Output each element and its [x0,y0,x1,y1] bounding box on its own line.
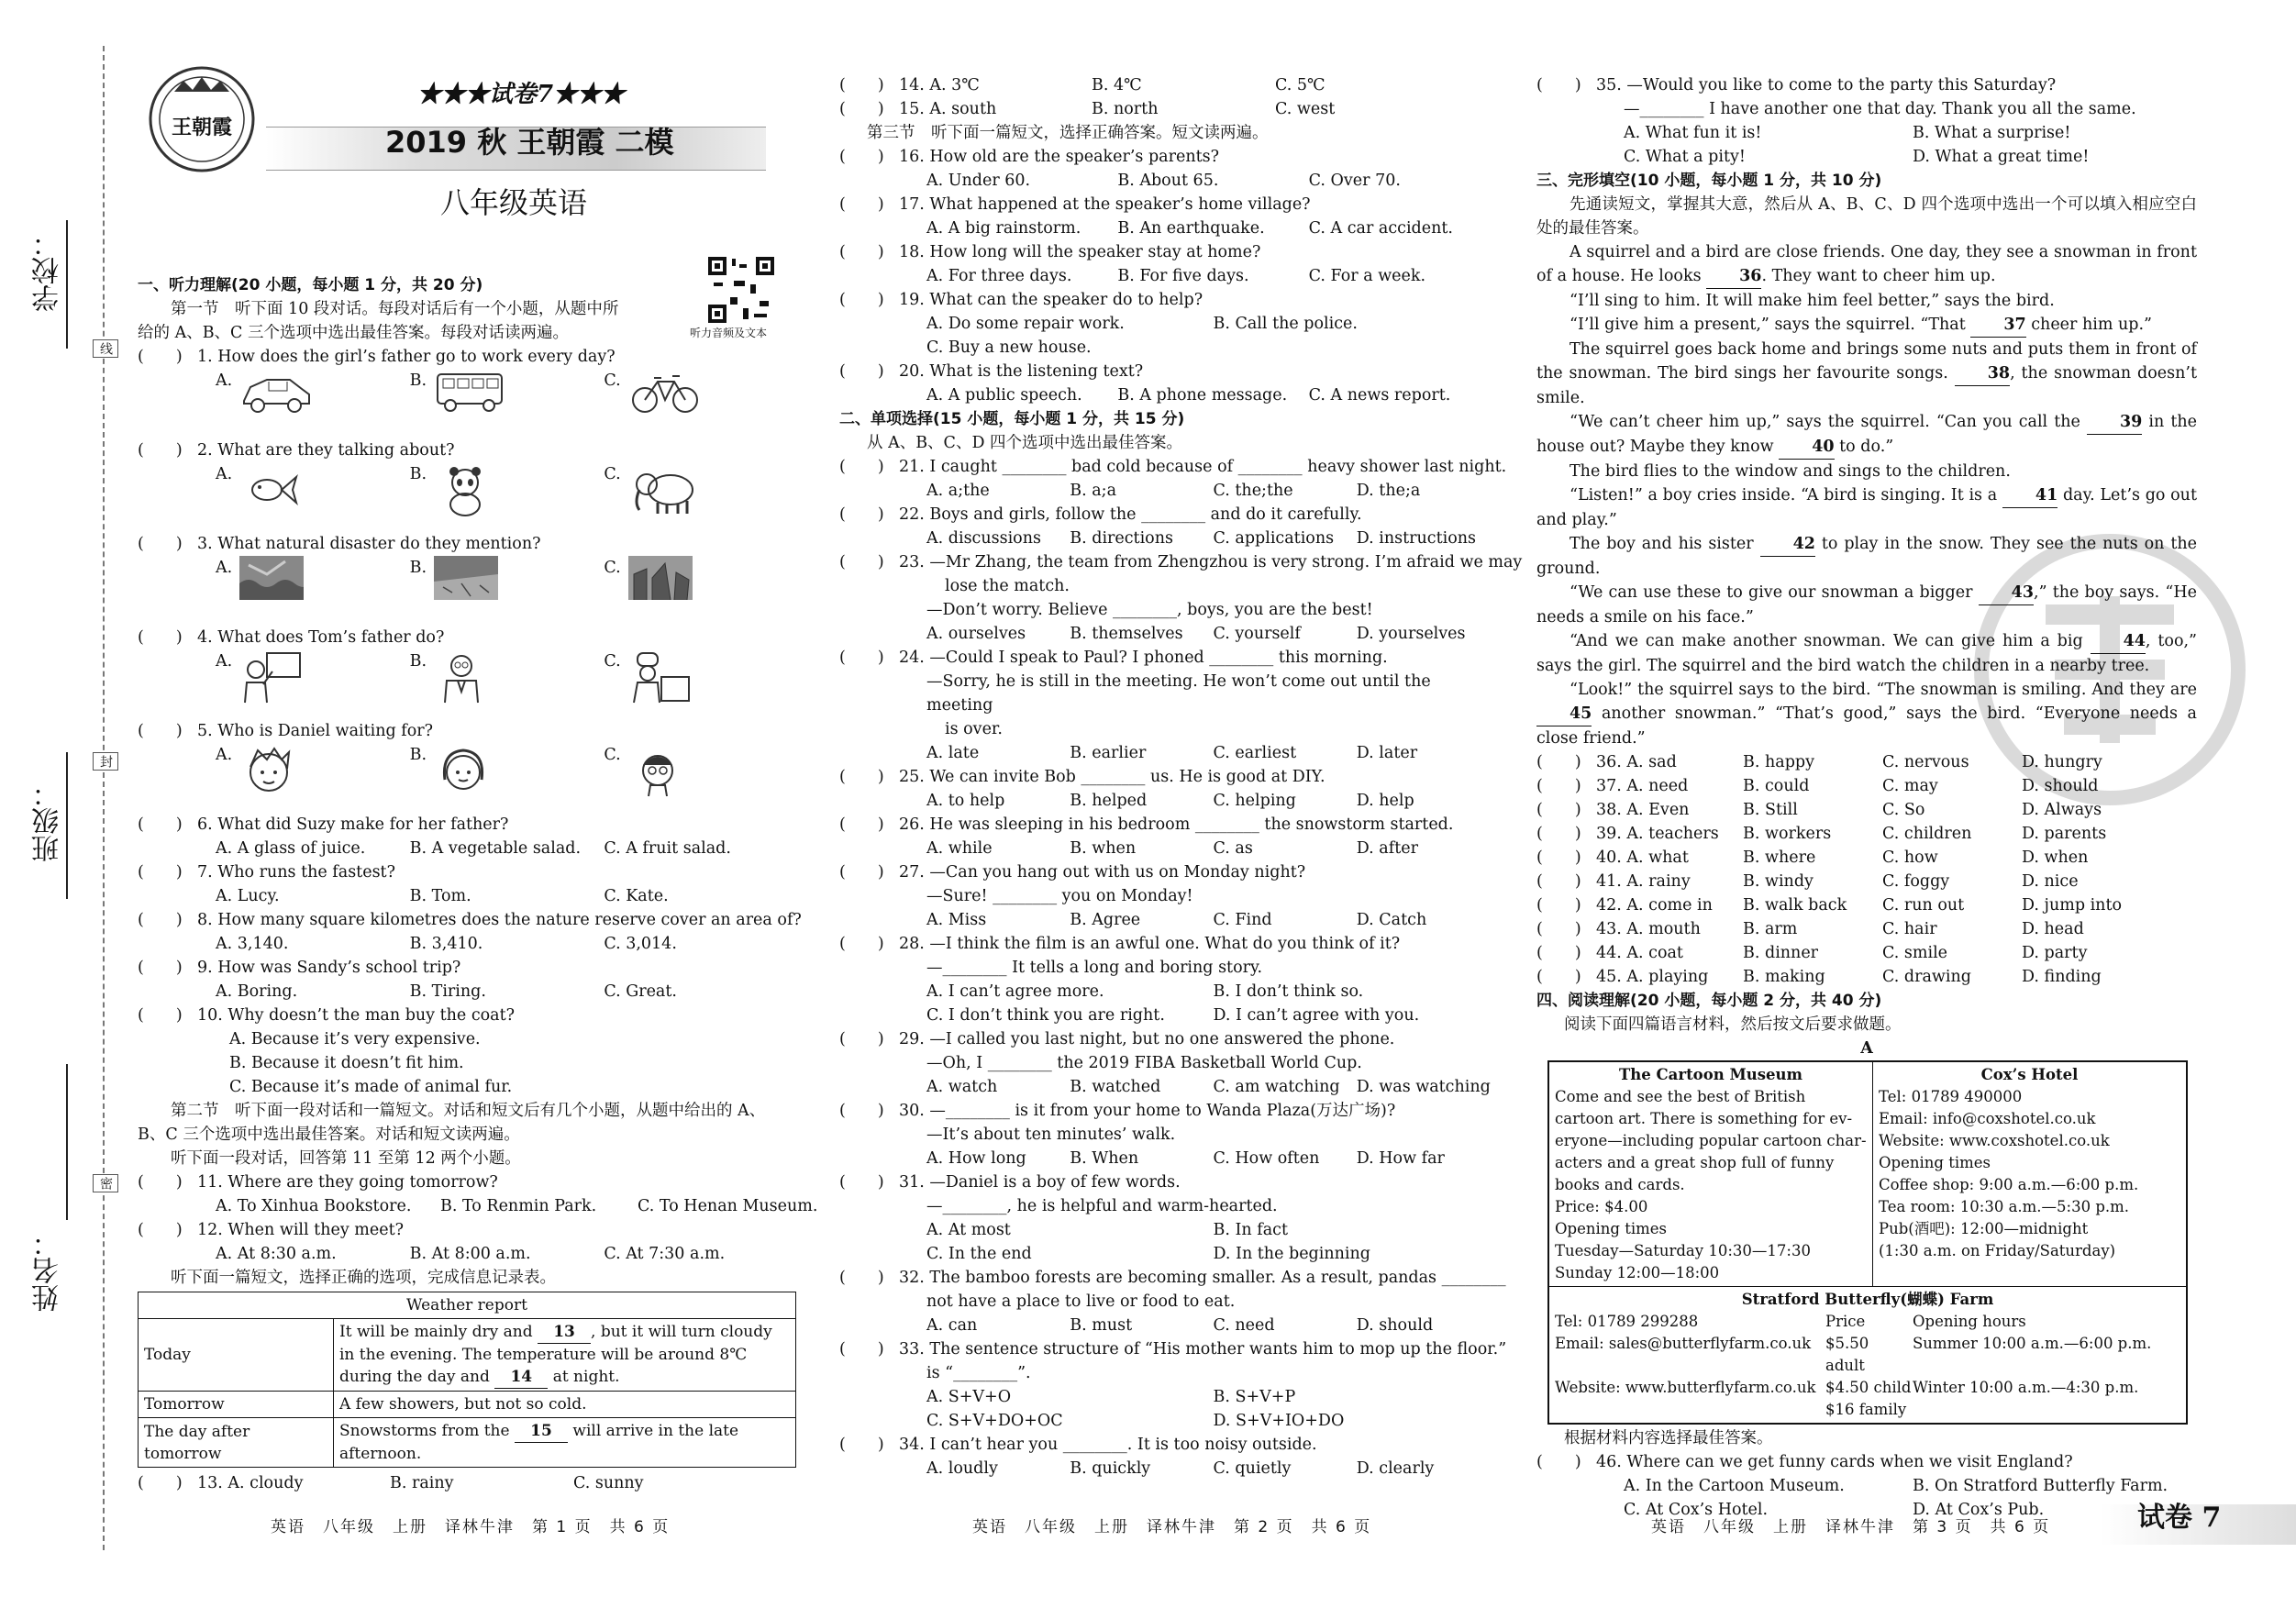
blank-45[interactable]: 45 [1536,702,1592,726]
question-16: ( ) 16. How old are the speaker’s parents? [839,148,1220,166]
question-22: ( ) 22. Boys and girls, follow the ________ and do it carefully. [839,505,1362,524]
cloze-paragraph-8: The boy and his sister 42 to play in the snow. They see the nuts on the ground. [1536,532,2197,581]
school-label: 学校： [32,229,64,312]
q11-options[interactable]: A. To Xinhua Bookstore. B. To Renmin Park. C. To Henan Museum. [216,1197,818,1215]
question-20: ( ) 20. What is the listening text? [839,362,1144,381]
question-32: ( ) 32. The bamboo forests are becoming smaller. As a result, pandas ________ [839,1269,1506,1287]
question-5: ( ) 5. Who is Daniel waiting for? [138,722,434,740]
q29-line-2: —Oh, I ________ the 2019 FIBA Basketball World Cup. [926,1054,1362,1072]
footer-page-3: 英语 八年级 上册 译林牛津 第 3 页 共 6 页 [1651,1518,2051,1536]
question-39[interactable]: ( ) 39. A. teachers B. workers C. children D. parents [1536,825,2107,843]
page-2-column [839,73,1523,1481]
q28-options-ab[interactable]: A. I can’t agree more. B. I don’t think so. [926,982,1364,1001]
q24-options[interactable]: A. late B. earlier C. earliest D. later [926,744,1418,762]
q3-option-b-drought-image[interactable]: B. [410,556,605,626]
q18-options[interactable]: A. For three days. B. For five days. C. For a week. [926,267,1426,285]
question-27: ( ) 27. —Can you hang out with us on Monday night? [839,863,1306,882]
q35-line-2: —________ I have another one that day. Thank you all the same. [1624,100,2136,118]
q33-line-2: is “________”. [926,1364,1031,1382]
footer-badge-text: 试卷 7 [2137,1502,2222,1534]
cloze-paragraph-3: “I’ll give him a present,” says the squirrel. “That 37 cheer him up.” [1536,313,2197,338]
q34-options[interactable]: A. loudly B. quickly C. quietly D. clearly [926,1459,1435,1478]
q27-line-2: —Sure! ________ you on Monday! [926,887,1193,905]
q20-options[interactable]: A. A public speech. B. A phone message. C. A news report. [926,386,1451,405]
q7-options[interactable]: A. Lucy. B. Tom. C. Kate. [216,887,669,905]
weather-row-day-after-label: The day after tomorrow [139,1418,334,1468]
q22-options[interactable]: A. discussions B. directions C. applications D. instructions [926,529,1477,548]
q5-option-a-boy-face-icon[interactable]: A. [216,743,410,813]
cloze-paragraph-2: “I’ll sing to him. It will make him feel better,” says the bird. [1569,292,2055,310]
part3-instructions: 先通读短文，掌握其大意，然后从 A、B、C、D 四个选项中选出一个可以填入相应空白处的最佳答案。 [1536,195,2197,238]
question-43[interactable]: ( ) 43. A. mouth B. arm C. hair D. head [1536,920,2084,938]
reading-a-instructions: 根据材料内容选择最佳答案。 [1564,1429,1773,1447]
blank-13[interactable]: 13 [538,1321,591,1344]
footer-page-1: 英语 八年级 上册 译林牛津 第 1 页 共 6 页 [271,1518,671,1536]
q33-options-cd[interactable]: C. S+V+DO+OC D. S+V+IO+DO [926,1412,1345,1430]
name-label: 姓名： [32,1229,64,1312]
part1-sec2-instructions-d: 听下面一篇短文，选择正确的选项，完成信息记录表。 [171,1269,556,1287]
question-31: ( ) 31. —Daniel is a boy of few words. [839,1173,1181,1192]
q4-option-b-doctor-icon[interactable]: B. [410,649,605,719]
q25-options[interactable]: A. to help B. helped C. helping D. help [926,792,1414,810]
question-26: ( ) 26. He was sleeping in his bedroom ________ the snowstorm started. [839,815,1454,834]
question-2: ( ) 2. What are they talking about? [138,441,455,460]
q3-pictures [138,556,798,626]
weather-row-day-after-text: Snowstorms from the 15 will arrive in the late afternoon. [334,1418,796,1468]
q28-options-cd[interactable]: C. I don’t think you are right. D. I can’t agree with you. [926,1006,1420,1025]
exam-subtitle: 八年级英语 [440,185,588,220]
class-label: 班级： [32,780,64,862]
part4-instructions: 阅读下面四篇语言材料，然后按文后要求做题。 [1564,1015,1902,1034]
q29-options[interactable]: A. watch B. watched C. am watching D. was watching [926,1078,1491,1096]
cloze-paragraph-10: “And we can make another snowman. We can give him a big 44, too,” says the girl. The squirrel and the bird watch the children in a nearby tree. [1536,629,2197,678]
blank-41[interactable]: 41 [2002,483,2058,508]
question-29: ( ) 29. —I called you last night, but no one answered the phone. [839,1030,1395,1048]
blank-39[interactable]: 39 [2087,410,2142,435]
question-7: ( ) 7. Who runs the fastest? [138,863,395,882]
question-23: ( ) 23. —Mr Zhang, the team from Zhengzhou is very strong. I’m afraid we may [839,553,1523,571]
page-1-column [138,273,818,1495]
question-35: ( ) 35. —Would you like to come to the party this Saturday? [1536,76,2057,94]
weather-report-table [138,1292,796,1468]
question-37[interactable]: ( ) 37. A. need B. could C. may D. should [1536,777,2099,795]
q16-options[interactable]: A. Under 60. B. About 65. C. Over 70. [926,172,1401,190]
question-38[interactable]: ( ) 38. A. Even B. Still C. So D. Always [1536,801,2102,819]
q31-line-2: —________, he is helpful and warm-hearted. [926,1197,1278,1215]
q21-options[interactable]: A. a;the B. a;a C. the;the D. the;a [926,482,1421,500]
blank-14[interactable]: 14 [494,1366,548,1389]
butterfly-farm-box: Stratford Butterfly(蝴蝶) Farm Tel: 01789 299288 Price Opening hours Email: sales@butterflyfarm.co.uk $5.50 adult Summer 10:00 a.m.—6:00 p.m. Website: www.butterflyfarm.co.uk $4.50 child Winter 10:00 a.m.—4:30 p.m. $16 family [1548,1287,2187,1425]
part2-instructions: 从 A、B、C、D 四个选项中选出最佳答案。 [867,434,1183,452]
q2-option-b-panda-icon[interactable]: B. [410,462,605,532]
q28-line-2: —________ It tells a long and boring story. [926,959,1263,977]
question-4: ( ) 4. What does Tom’s father do? [138,628,445,647]
passage-a-label: A [1860,1039,1873,1058]
question-45[interactable]: ( ) 45. A. playing B. making C. drawing D. finding [1536,968,2102,986]
q17-options[interactable]: A. A big rainstorm. B. An earthquake. C. A car accident. [926,219,1453,238]
class-write-line [66,752,68,899]
weather-row-today-label: Today [139,1319,334,1392]
q5-option-b-girl-face-icon[interactable]: B. [410,743,605,813]
name-write-line [66,1064,68,1220]
q1-option-c-bicycle-icon[interactable]: C. [604,369,798,438]
q3-option-c-earthquake-image[interactable]: C. [604,556,798,626]
question-3: ( ) 3. What natural disaster do they mention? [138,535,541,553]
q26-options[interactable]: A. while B. when C. as D. after [926,839,1418,858]
stars-title: ★★★试卷7★★★ [417,81,626,108]
question-44[interactable]: ( ) 44. A. coat B. dinner C. smile D. party [1536,944,2088,962]
part1-sec2-instructions-b: B、C 三个选项中选出最佳答案。对话和短文读两遍。 [138,1126,520,1144]
question-13: ( ) 13. A. cloudy B. rainy C. sunny [138,1474,644,1492]
binding-mark-secret: 密 [93,1174,118,1192]
q27-options[interactable]: A. Miss B. Agree C. Find D. Catch [926,911,1427,929]
reading-a-info-table [1547,1060,2188,1425]
q4-option-a-teacher-icon[interactable]: A. [216,649,410,719]
q31-options-ab[interactable]: A. At most B. In fact [926,1221,1288,1239]
blank-38[interactable]: 38 [1955,361,2010,386]
q2-option-a-goldfish-icon[interactable]: A. [216,462,410,532]
q8-options[interactable]: A. 3,140. B. 3,410. C. 3,014. [216,935,677,953]
q1-option-b-bus-icon[interactable]: B. [410,369,605,438]
q46-options-cd[interactable]: C. At Cox’s Hotel. D. At Cox’s Pub. [1624,1501,2045,1519]
blank-44[interactable]: 44 [2091,629,2146,654]
question-28: ( ) 28. —I think the film is an awful one. What do you think of it? [839,935,1401,953]
q30-options[interactable]: A. How long B. When C. How often D. How far [926,1149,1445,1168]
question-9: ( ) 9. How was Sandy’s school trip? [138,959,461,977]
cloze-paragraph-9: “We can use these to give our snowman a bigger 43,” the boy says. “He needs a smile on his face.” [1536,581,2197,629]
brand-logo [147,64,257,174]
cloze-paragraph-1: A squirrel and a bird are close friends. One day, they see a snowman in front of a house. He looks 36. They want to cheer him up. [1536,240,2197,289]
question-8: ( ) 8. How many square kilometres does the nature reserve cover an area of? [138,911,802,929]
question-12: ( ) 12. When will they meet? [138,1221,405,1239]
q19-options[interactable]: A. Do some repair work. B. Call the police. [926,315,1358,333]
q23-options[interactable]: A. ourselves B. themselves C. yourself D. yourselves [926,625,1466,643]
question-24: ( ) 24. —Could I speak to Paul? I phoned ________ this morning. [839,649,1388,667]
part1-sec1-instructions-a: 第一节 听下面 10 段对话。每段对话后有一个小题，从题中所 [171,300,619,318]
question-25: ( ) 25. We can invite Bob ________ us. He is good at DIY. [839,768,1325,786]
q1-pictures [138,369,798,438]
part1-sec2-instructions-c: 听下面一段对话，回答第 11 至第 12 两个小题。 [171,1149,521,1168]
question-19: ( ) 19. What can the speaker do to help? [839,291,1203,309]
q35-options-cd[interactable]: C. What a pity! D. What a great time! [1624,148,2090,166]
footer-page-2: 英语 八年级 上册 译林牛津 第 2 页 共 6 页 [972,1518,1372,1536]
binding-mark-line: 线 [93,339,118,358]
q4-option-c-cook-icon[interactable]: C. [604,649,798,719]
watermark-seal-icon [1972,532,2247,815]
question-41[interactable]: ( ) 41. A. rainy B. windy C. foggy D. nice [1536,872,2079,891]
q32-options[interactable]: A. can B. must C. need D. should [926,1316,1434,1335]
q30-line-2: —It’s about ten minutes’ walk. [926,1126,1176,1144]
cloze-paragraph-5: “We can’t cheer him up,” says the squirrel. “Can you call the 39 in the house out? Maybe they know 40 to do.” [1536,410,2197,460]
q9-options[interactable]: A. Boring. B. Tiring. C. Great. [216,982,677,1001]
exam-title: 2019 秋 王朝霞 二模 [385,125,674,160]
q35-options-ab[interactable]: A. What fun it is! B. What a surprise! [1624,124,2071,142]
question-11: ( ) 11. Where are they going tomorrow? [138,1173,498,1192]
blank-40[interactable]: 40 [1779,435,1834,460]
q1-option-a-car-icon[interactable]: A. [216,369,410,438]
q24-line-2: —Sorry, he is still in the meeting. He won’t come out until the meeting [926,672,1431,715]
question-46: ( ) 46. Where can we get funny cards when we visit England? [1536,1453,2073,1471]
cloze-paragraph-11: “Look!” the squirrel says to the bird. “The snowman is smiling. And they are 45 another snowman.” “That’s good,” says the bird. “Everyone needs a close friend.” [1536,681,2197,748]
question-17: ( ) 17. What happened at the speaker’s home village? [839,195,1311,214]
question-6: ( ) 6. What did Suzy make for her father? [138,815,509,834]
q19-option-c[interactable]: C. Buy a new house. [926,338,1092,357]
question-40[interactable]: ( ) 40. A. what B. where C. how D. when [1536,848,2089,867]
q31-options-cd[interactable]: C. In the end D. In the beginning [926,1245,1370,1263]
blank-42[interactable]: 42 [1760,532,1815,557]
binding-line [103,46,105,1550]
q23-line-3: —Don’t worry. Believe ________, boys, you are the best! [926,601,1373,619]
question-33: ( ) 33. The sentence structure of “His mother wants him to mop up the floor.” [839,1340,1507,1359]
q2-pictures [138,462,798,532]
weather-row-today-text: It will be mainly dry and 13 , but it will turn cloudy in the evening. The temperature will be around 8℃ during the day and 14 at night. [334,1319,796,1392]
blank-37[interactable]: 37 [1970,313,2025,338]
q24-line-3: is over. [945,720,1003,738]
coxs-hotel-box: Cox’s Hotel Tel: 01789 490000 Email: info@coxshotel.co.uk Website: www.coxshotel.co.uk Opening times Coffee shop: 9:00 a.m.—6:00 p.m. Tea room: 10:30 a.m.—5:30 p.m. Pub(酒吧): 12:00—midnight (1:30 a.m. on Friday/Saturday) [1873,1061,2188,1287]
weather-row-tomorrow-text: A few showers, but not so cold. [334,1392,796,1418]
weather-row-tomorrow-label: Tomorrow [139,1392,334,1418]
question-34: ( ) 34. I can’t hear you ________. It is too noisy outside. [839,1436,1317,1454]
part1-sec2-instructions-a: 第二节 听下面一段对话和一篇短文。对话和短文后有几个小题，从题中给出的 A、 [171,1102,766,1120]
question-15: ( ) 15. A. south B. north C. west [839,100,1336,118]
question-1: ( ) 1. How does the girl’s father go to work every day? [138,348,616,366]
q10-options[interactable]: A. Because it’s very expensive. B. Because it doesn’t fit him. C. Because it’s made of animal fur. [229,1030,513,1096]
svg-text:王朝霞: 王朝霞 [171,116,233,139]
q33-options-ab[interactable]: A. S+V+O B. S+V+P [926,1388,1296,1406]
q6-options[interactable]: A. A glass of juice. B. A vegetable salad. C. A fruit salad. [216,839,731,858]
qr-caption: 听力音频及文本 [690,327,768,339]
question-30: ( ) 30. —________ is it from your home to Wanda Plaza(万达广场)? [839,1102,1396,1120]
question-36[interactable]: ( ) 36. A. sad B. happy C. nervous D. hungry [1536,753,2102,771]
school-write-line [66,220,68,349]
blank-36[interactable]: 36 [1706,264,1761,289]
q5-option-c-glasses-boy-icon[interactable]: C. [604,743,798,813]
q3-option-a-flood-image[interactable]: A. [216,556,410,626]
part1-sec1-instructions-b: 给的 A、B、C 三个选项中选出最佳答案。每段对话读两遍。 [138,324,570,342]
question-42[interactable]: ( ) 42. A. come in B. walk back C. run out D. jump into [1536,896,2123,915]
q4-pictures [138,649,798,719]
question-18: ( ) 18. How long will the speaker stay at home? [839,243,1261,261]
part1-sec3-instructions: 第三节 听下面一篇短文，选择正确答案。短文读两遍。 [867,124,1269,142]
question-14: ( ) 14. A. 3℃ B. 4℃ C. 5℃ [839,76,1325,94]
part1-heading: 一、听力理解(20 小题，每小题 1 分，共 20 分) [138,276,483,294]
blank-15[interactable]: 15 [515,1420,568,1443]
blank-43[interactable]: 43 [1979,581,2034,605]
question-10: ( ) 10. Why doesn’t the man buy the coat? [138,1006,516,1025]
cloze-paragraph-7: “Listen!” a boy cries inside. “A bird is singing. It is a 41 day. Let’s go out and play.” [1536,483,2197,532]
cartoon-museum-box: The Cartoon Museum Come and see the best of British cartoon art. There is something for ev- eryone—including popular cartoon char- acters and a great shop full of funny books and cards. Price: $4.00 Opening times Tuesday—Saturday 10:30—17:30 Sunday 12:00—18:00 [1548,1061,1873,1287]
binding-mark-seal: 封 [93,752,118,771]
part4-heading: 四、阅读理解(20 小题，每小题 2 分，共 40 分) [1536,992,1882,1010]
q5-pictures [138,743,798,813]
q32-line-2: not have a place to live or food to eat. [926,1292,1236,1311]
question-21: ( ) 21. I caught ________ bad cold because of ________ heavy shower last night. [839,458,1507,476]
q23-line-2: lose the match. [945,577,1070,595]
q2-option-c-elephant-icon[interactable]: C. [604,462,798,532]
weather-table-header: Weather report [139,1292,796,1319]
q12-options[interactable]: A. At 8:30 a.m. B. At 8:00 a.m. C. At 7:30 a.m. [216,1245,726,1263]
cloze-paragraph-6: The bird flies to the window and sings to the children. [1569,462,2011,481]
part3-heading: 三、完形填空(10 小题，每小题 1 分，共 10 分) [1536,172,1882,190]
part2-heading: 二、单项选择(15 小题，每小题 1 分，共 15 分) [839,410,1185,428]
cloze-paragraph-4: The squirrel goes back home and brings some nuts and puts them in front of the snowman. The bird sings her favourite songs. 38, the snowman doesn’t smile. [1536,340,2197,407]
q46-options-ab[interactable]: A. In the Cartoon Museum. B. On Stratford Butterfly Farm. [1624,1477,2168,1495]
